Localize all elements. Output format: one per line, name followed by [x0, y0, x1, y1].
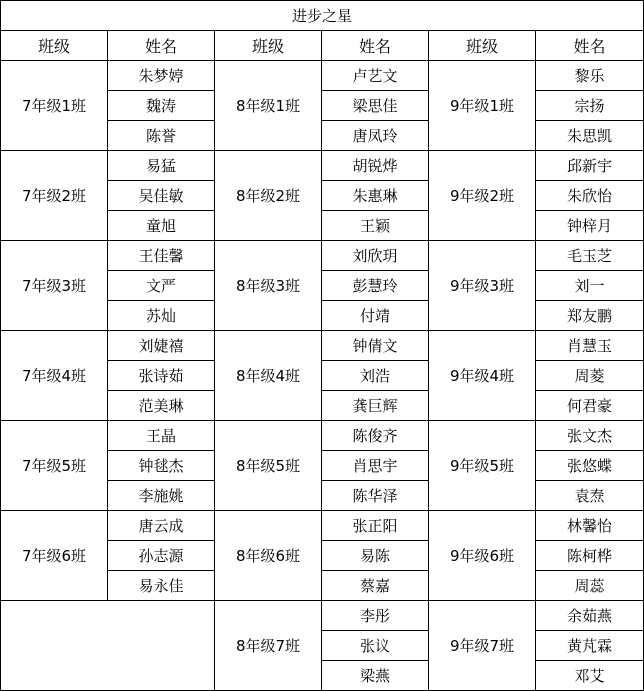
class-cell: 8年级2班 — [215, 151, 322, 241]
student-name-cell: 陈华泽 — [322, 481, 429, 511]
table-row — [1, 241, 644, 271]
student-name-cell: 范美琳 — [108, 391, 215, 421]
student-name-cell: 何君豪 — [536, 391, 644, 421]
class-cell: 9年级3班 — [429, 241, 536, 331]
student-name-cell: 梁思佳 — [322, 91, 429, 121]
student-name-cell: 易猛 — [108, 151, 215, 181]
student-name-cell: 吴佳敏 — [108, 181, 215, 211]
student-name-cell: 宗扬 — [536, 91, 644, 121]
student-name-cell: 钟倩文 — [322, 331, 429, 361]
class-cell: 9年级4班 — [429, 331, 536, 421]
student-name-cell: 易陈 — [322, 541, 429, 571]
student-name-cell: 袁焘 — [536, 481, 644, 511]
table-row — [1, 331, 644, 361]
table-row — [1, 151, 644, 181]
header-name-9: 姓名 — [536, 31, 644, 61]
class-cell: 8年级5班 — [215, 421, 322, 511]
student-name-cell: 彭慧玲 — [322, 271, 429, 301]
student-name-cell: 苏灿 — [108, 301, 215, 331]
student-name-cell: 朱惠琳 — [322, 181, 429, 211]
student-name-cell: 张议 — [322, 631, 429, 661]
class-cell: 7年级4班 — [1, 331, 108, 421]
student-name-cell: 张诗茹 — [108, 361, 215, 391]
student-name-cell: 张文杰 — [536, 421, 644, 451]
class-cell: 9年级1班 — [429, 61, 536, 151]
class-cell: 7年级1班 — [1, 61, 108, 151]
student-name-cell: 张悠蝶 — [536, 451, 644, 481]
student-name-cell: 文严 — [108, 271, 215, 301]
student-name-cell: 刘一 — [536, 271, 644, 301]
header-name-7: 姓名 — [108, 31, 215, 61]
table-body — [1, 1, 644, 691]
class-cell: 7年级5班 — [1, 421, 108, 511]
student-name-cell: 童旭 — [108, 211, 215, 241]
header-name-8: 姓名 — [322, 31, 429, 61]
header-row — [1, 31, 644, 61]
student-name-cell: 黄芃霖 — [536, 631, 644, 661]
student-name-cell: 邓艾 — [536, 661, 644, 691]
class-cell: 9年级5班 — [429, 421, 536, 511]
student-name-cell: 李彤 — [322, 601, 429, 631]
class-cell: 9年级6班 — [429, 511, 536, 601]
student-name-cell: 朱欣怡 — [536, 181, 644, 211]
student-name-cell: 刘欣玥 — [322, 241, 429, 271]
student-name-cell: 朱梦婷 — [108, 61, 215, 91]
student-name-cell: 梁燕 — [322, 661, 429, 691]
class-cell: 7年级3班 — [1, 241, 108, 331]
class-cell: 7年级6班 — [1, 511, 108, 601]
title-row — [1, 1, 644, 31]
class-cell: 8年级6班 — [215, 511, 322, 601]
student-name-cell: 付靖 — [322, 301, 429, 331]
student-name-cell: 王佳馨 — [108, 241, 215, 271]
student-name-cell: 蔡嘉 — [322, 571, 429, 601]
student-name-cell: 刘浩 — [322, 361, 429, 391]
table-row — [1, 511, 644, 541]
student-name-cell: 陈俊齐 — [322, 421, 429, 451]
student-name-cell: 刘婕禧 — [108, 331, 215, 361]
header-class-9: 班级 — [429, 31, 536, 61]
student-name-cell: 孙志源 — [108, 541, 215, 571]
student-name-cell: 周蕊 — [536, 571, 644, 601]
table-row — [1, 601, 644, 631]
class-cell: 8年级3班 — [215, 241, 322, 331]
student-name-cell: 肖慧玉 — [536, 331, 644, 361]
student-name-cell: 钟毬杰 — [108, 451, 215, 481]
student-name-cell: 唐凤玲 — [322, 121, 429, 151]
class-cell: 9年级7班 — [429, 601, 536, 691]
student-name-cell: 魏涛 — [108, 91, 215, 121]
student-name-cell: 肖思宇 — [322, 451, 429, 481]
student-name-cell: 周菱 — [536, 361, 644, 391]
class-cell: 9年级2班 — [429, 151, 536, 241]
header-class-7: 班级 — [1, 31, 108, 61]
student-name-cell: 李施姚 — [108, 481, 215, 511]
table-title: 进步之星 — [1, 1, 644, 31]
student-name-cell: 邱新宇 — [536, 151, 644, 181]
class-cell: 8年级7班 — [215, 601, 322, 691]
student-name-cell: 毛玉芝 — [536, 241, 644, 271]
student-name-cell: 黎乐 — [536, 61, 644, 91]
class-cell: 8年级4班 — [215, 331, 322, 421]
student-name-cell: 钟梓月 — [536, 211, 644, 241]
student-name-cell: 卢艺文 — [322, 61, 429, 91]
table-row — [1, 61, 644, 91]
student-name-cell: 陈柯桦 — [536, 541, 644, 571]
class-cell: 7年级2班 — [1, 151, 108, 241]
student-name-cell: 陈誉 — [108, 121, 215, 151]
student-name-cell: 易永佳 — [108, 571, 215, 601]
student-name-cell: 王颖 — [322, 211, 429, 241]
student-name-cell: 龚巨辉 — [322, 391, 429, 421]
student-name-cell: 胡锐烨 — [322, 151, 429, 181]
student-name-cell: 余茹燕 — [536, 601, 644, 631]
student-name-cell: 郑友鹏 — [536, 301, 644, 331]
header-class-8: 班级 — [215, 31, 322, 61]
student-name-cell: 张正阳 — [322, 511, 429, 541]
student-name-cell: 唐云成 — [108, 511, 215, 541]
class-cell: 8年级1班 — [215, 61, 322, 151]
empty-cell — [1, 601, 215, 691]
table-row — [1, 421, 644, 451]
student-name-cell: 王晶 — [108, 421, 215, 451]
student-name-cell: 林馨怡 — [536, 511, 644, 541]
student-name-cell: 朱思凯 — [536, 121, 644, 151]
